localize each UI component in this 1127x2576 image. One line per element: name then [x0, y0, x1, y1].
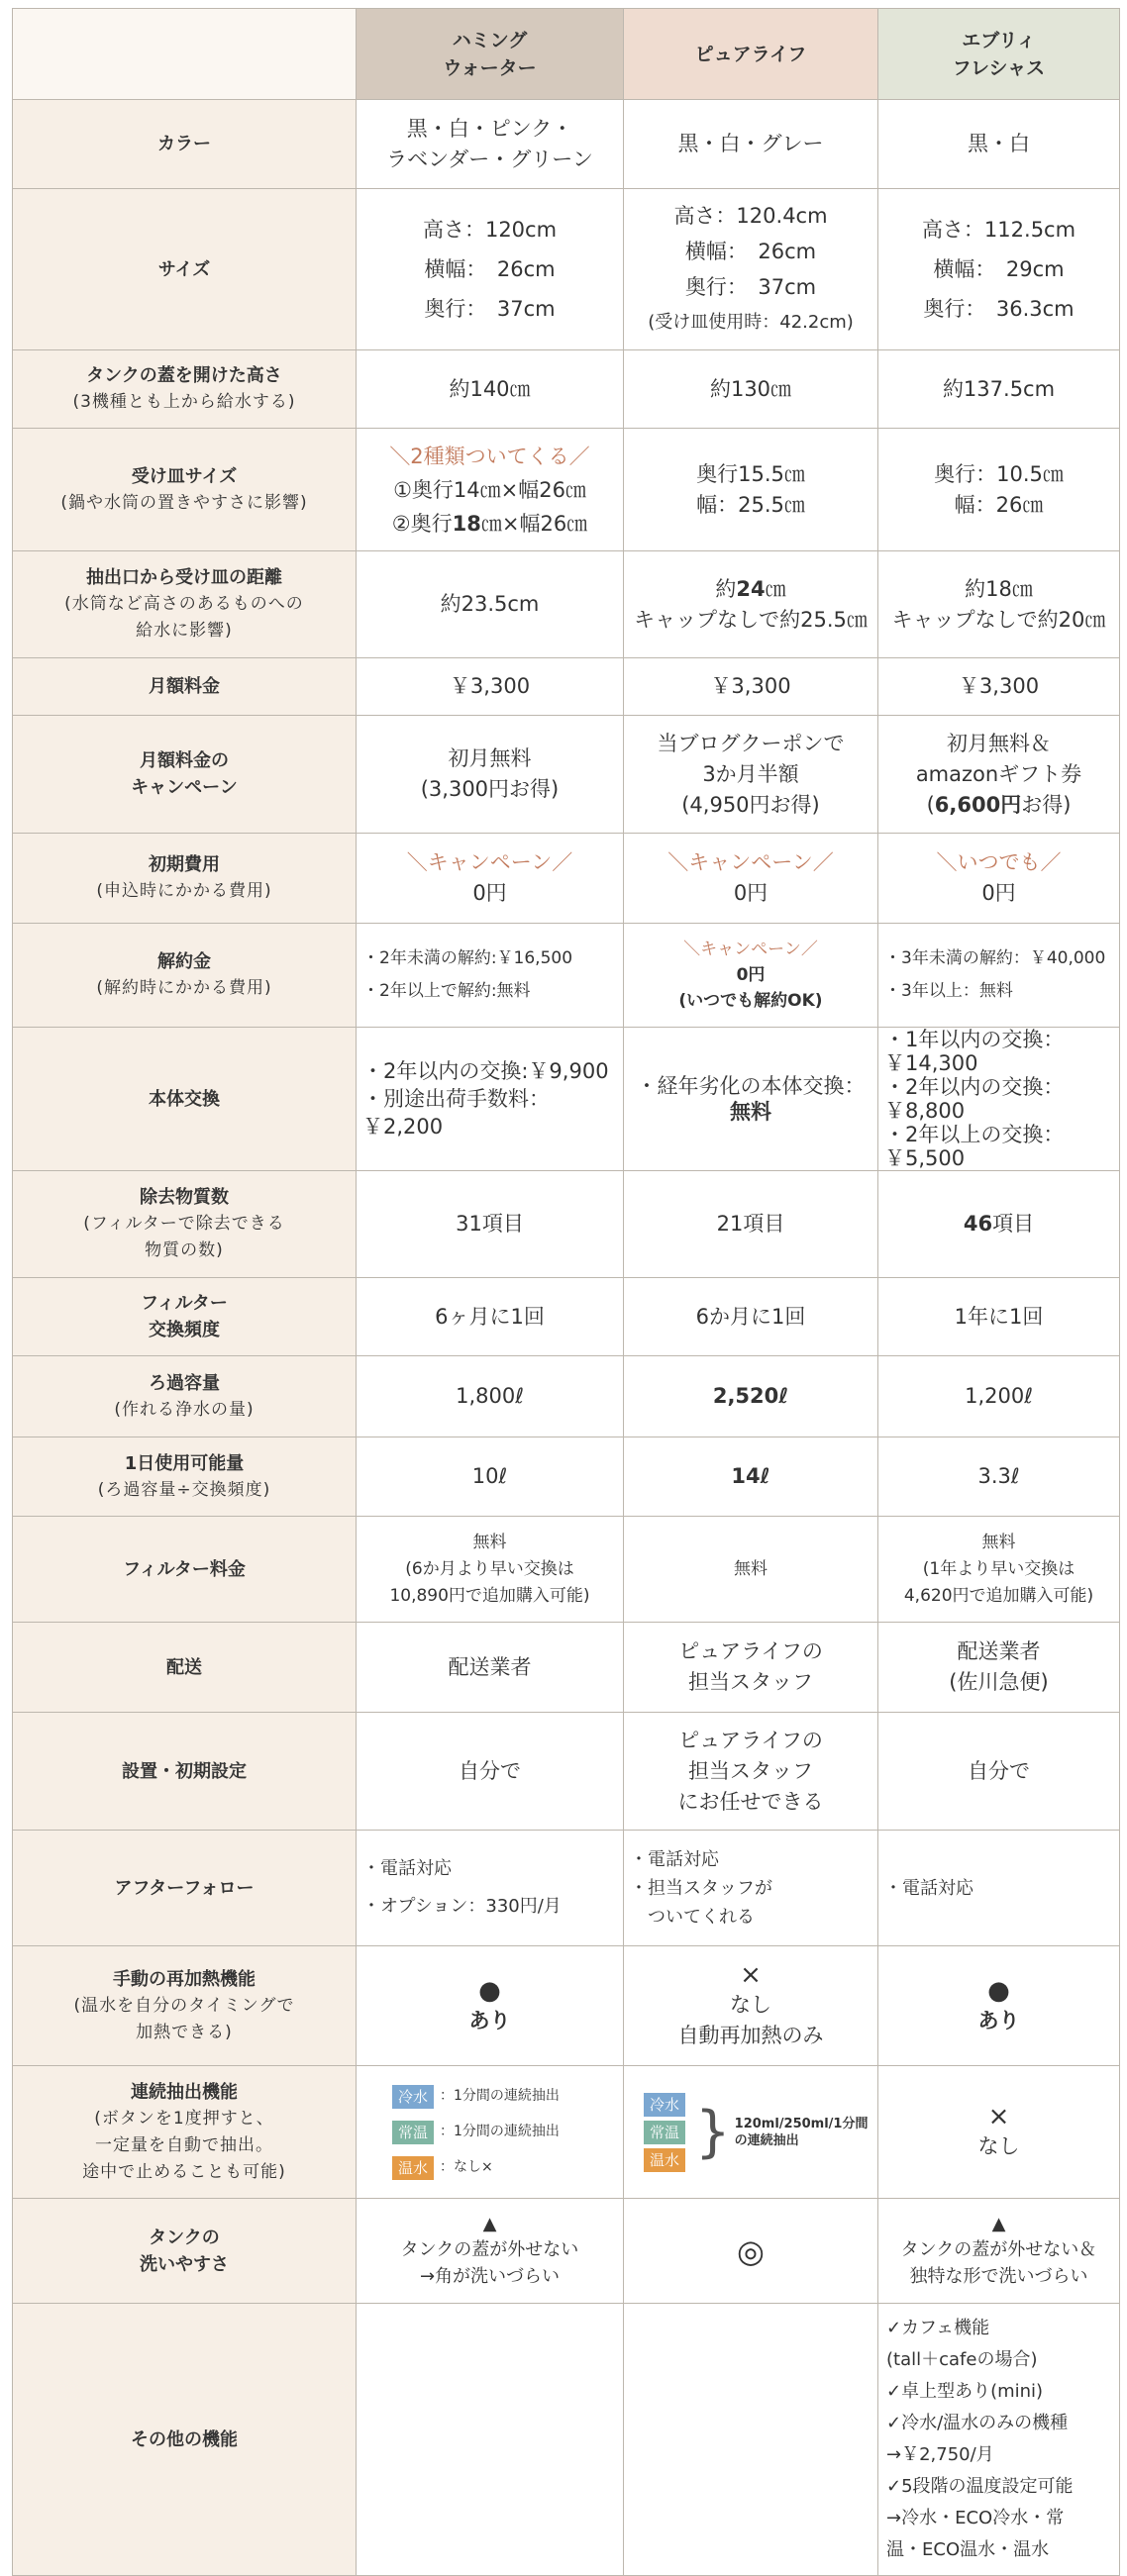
row-filter-frequency: [13, 1278, 1120, 1356]
row-initial-cost: [13, 834, 1120, 924]
row-daily: [13, 1437, 1120, 1517]
capacity-everyfrecious: 1,200ℓ: [878, 1356, 1120, 1437]
row-distance: [13, 551, 1120, 658]
size-humming: [357, 189, 624, 350]
row-reheat: [13, 1946, 1120, 2066]
filter-fee-purelife: 無料: [624, 1517, 878, 1623]
campaign-purelife: 当ブログクーポンで 3か月半額 (4,950円お得): [624, 716, 878, 834]
setup-purelife: ピュアライフの 担当スタッフ にお任せできる: [624, 1713, 878, 1831]
corner-cell: [13, 9, 357, 100]
distance-purelife: 約24㎝ キャップなしで約25.5㎝: [624, 551, 878, 658]
tray-option-1: ①奥行14㎝×幅26㎝: [393, 477, 586, 502]
cold-water-badge: 冷水: [392, 2085, 434, 2109]
continuous-humming: 冷水 ：1分間の連続抽出 常温 ：1分間の連続抽出 温水 ：なし×: [357, 2066, 624, 2199]
tray-purelife: 奥行15.5㎝ 幅：25.5㎝: [624, 429, 878, 551]
daily-everyfrecious: 3.3ℓ: [878, 1437, 1120, 1517]
wash-humming: ▲ タンクの蓋が外せない →角が洗いづらい: [357, 2199, 624, 2304]
distance-humming: 約23.5cm: [357, 551, 624, 658]
row-exchange: [13, 1028, 1120, 1171]
removal-everyfrecious: 46項目: [878, 1171, 1120, 1278]
continuous-everyfrecious: × なし: [878, 2066, 1120, 2199]
product-header-humming: ハミング ウォーター: [357, 9, 624, 100]
row-lid-height: [13, 350, 1120, 429]
label-setup: 設置・初期設定: [13, 1713, 357, 1831]
label-color: カラー: [13, 100, 357, 189]
daily-humming: 10ℓ: [357, 1437, 624, 1517]
row-size: [13, 189, 1120, 350]
label-size: サイズ: [13, 189, 357, 350]
size-height: 高さ：120cm: [422, 218, 558, 242]
after-humming: ・電話対応 ・オプション：330円/月: [357, 1831, 624, 1946]
label-lid-height: タンクの蓋を開けた高さ (3機種とも上から給水する): [13, 350, 357, 429]
cross-icon: ×: [740, 1960, 762, 1990]
after-everyfrecious: ・電話対応: [878, 1831, 1120, 1946]
size-depth: 奥行： 36.3cm: [923, 297, 1075, 321]
size-width: 横幅： 26cm: [684, 240, 817, 263]
label-campaign: 月額料金の キャンペーン: [13, 716, 357, 834]
filter-fee-humming: 無料 (6か月より早い交換は 10,890円で追加購入可能): [357, 1517, 624, 1623]
label-reheat: 手動の再加熱機能 (温水を自分のタイミングで 加熱できる): [13, 1946, 357, 2066]
label-cancel-fee: 解約金 (解約時にかかる費用): [13, 924, 357, 1028]
label-other: その他の機能: [13, 2304, 357, 2576]
tray-option-2: ②奥行18㎝×幅26㎝: [391, 511, 588, 536]
wash-purelife: [624, 2199, 878, 2304]
campaign-humming: 初月無料 (3,300円お得): [357, 716, 624, 834]
continuous-purelife: 冷水 常温 温水 } 120ml/250ml/1分間 の連続抽出: [624, 2066, 878, 2199]
label-daily: 1日使用可能量 (ろ過容量÷交換頻度): [13, 1437, 357, 1517]
row-capacity: [13, 1356, 1120, 1437]
campaign-everyfrecious: 初月無料＆ amazonギフト券 (6,600円お得): [878, 716, 1120, 834]
capacity-humming: 1,800ℓ: [357, 1356, 624, 1437]
tray-accent: ＼2種類ついてくる／: [389, 444, 590, 468]
hot-water-badge: 温水: [392, 2156, 434, 2180]
initial-purelife: ＼キャンペーン／ 0円: [624, 834, 878, 924]
size-width: 横幅： 26cm: [424, 257, 556, 281]
row-continuous: [13, 2066, 1120, 2199]
filled-circle-icon: ●: [478, 1975, 501, 2006]
removal-humming: 31項目: [357, 1171, 624, 1278]
exchange-everyfrecious: ・1年以内の交換：￥14,300 ・2年以内の交換：￥8,800 ・2年以上の交換：￥5,500: [878, 1028, 1120, 1171]
wash-everyfrecious: ▲ タンクの蓋が外せない＆ 独特な形で洗いづらい: [878, 2199, 1120, 2304]
row-monthly: [13, 658, 1120, 716]
size-purelife: [624, 189, 878, 350]
filter-freq-everyfrecious: 1年に1回: [878, 1278, 1120, 1356]
row-color: [13, 100, 1120, 189]
triangle-icon: ▲: [991, 2213, 1006, 2234]
cancel-everyfrecious: ・3年未満の解約：￥40,000 ・3年以上：無料: [878, 924, 1120, 1028]
lid-height-humming: 約140㎝: [357, 350, 624, 429]
initial-everyfrecious: ＼いつでも／ 0円: [878, 834, 1120, 924]
cancel-humming: ・2年未満の解約:￥16,500 ・2年以上で解約:無料: [357, 924, 624, 1028]
size-depth: 奥行： 37cm: [684, 275, 817, 299]
brace-icon: }: [695, 2099, 731, 2164]
row-after-follow: [13, 1831, 1120, 1946]
lid-height-purelife: 約130㎝: [624, 350, 878, 429]
triangle-icon: ▲: [482, 2213, 497, 2234]
label-monthly: 月額料金: [13, 658, 357, 716]
label-delivery: 配送: [13, 1623, 357, 1713]
color-humming: 黒・白・ピンク・ ラベンダー・グリーン: [357, 100, 624, 189]
row-tray: [13, 429, 1120, 551]
other-humming: [357, 2304, 624, 2576]
tray-humming: [357, 429, 624, 551]
comparison-table-wrapper: [12, 8, 1119, 2560]
filter-fee-everyfrecious: 無料 (1年より早い交換は 4,620円で追加購入可能): [878, 1517, 1120, 1623]
size-depth: 奥行： 37cm: [424, 297, 556, 321]
product-header-purelife: ピュアライフ: [624, 9, 878, 100]
cold-water-badge: 冷水: [644, 2093, 685, 2117]
size-height: 高さ：112.5cm: [921, 218, 1076, 242]
removal-purelife: 21項目: [624, 1171, 878, 1278]
row-other: [13, 2304, 1120, 2576]
reheat-everyfrecious: ● あり: [878, 1946, 1120, 2066]
label-filter-fee: フィルター料金: [13, 1517, 357, 1623]
hot-water-badge: 温水: [644, 2148, 685, 2172]
cross-icon: ×: [987, 2102, 1010, 2131]
initial-humming: ＼キャンペーン／ 0円: [357, 834, 624, 924]
label-capacity: ろ過容量 (作れる浄水の量): [13, 1356, 357, 1437]
distance-everyfrecious: 約18㎝ キャップなしで約20㎝: [878, 551, 1120, 658]
label-removal: 除去物質数 (フィルターで除去できる 物質の数): [13, 1171, 357, 1278]
delivery-humming: 配送業者: [357, 1623, 624, 1713]
label-tray: 受け皿サイズ (鍋や水筒の置きやすさに影響): [13, 429, 357, 551]
filter-freq-humming: 6ヶ月に1回: [357, 1278, 624, 1356]
reheat-purelife: × なし 自動再加熱のみ: [624, 1946, 878, 2066]
exchange-humming: ・2年以内の交換:￥9,900 ・別途出荷手数料：￥2,200: [357, 1028, 624, 1171]
other-purelife: [624, 2304, 878, 2576]
label-after-follow: アフターフォロー: [13, 1831, 357, 1946]
capacity-purelife: 2,520ℓ: [624, 1356, 878, 1437]
label-filter-frequency: フィルター 交換頻度: [13, 1278, 357, 1356]
header-row: [13, 9, 1120, 100]
size-width: 横幅： 29cm: [933, 257, 1065, 281]
comparison-table: [12, 8, 1120, 2576]
row-delivery: [13, 1623, 1120, 1713]
room-temp-badge: 常温: [392, 2121, 434, 2144]
color-purelife: 黒・白・グレー: [624, 100, 878, 189]
after-purelife: ・電話対応 ・担当スタッフが ついてくれる: [624, 1831, 878, 1946]
row-wash: [13, 2199, 1120, 2304]
filled-circle-icon: ●: [987, 1975, 1010, 2006]
row-setup: [13, 1713, 1120, 1831]
product-header-everyfrecious: エブリィ フレシャス: [878, 9, 1120, 100]
tray-everyfrecious: 奥行：10.5㎝ 幅：26㎝: [878, 429, 1120, 551]
row-filter-fee: [13, 1517, 1120, 1623]
daily-purelife: 14ℓ: [624, 1437, 878, 1517]
other-everyfrecious: ✓カフェ機能 (tall＋cafeの場合) ✓卓上型あり(mini) ✓冷水/温水のみの機種 →￥2,750/月 ✓5段階の温度設定可能 →冷水・ECO冷水・常 温・ECO温水・温水: [878, 2304, 1120, 2576]
size-everyfrecious: [878, 189, 1120, 350]
label-wash: タンクの 洗いやすさ: [13, 2199, 357, 2304]
filter-freq-purelife: 6か月に1回: [624, 1278, 878, 1356]
monthly-purelife: ￥3,300: [624, 658, 878, 716]
size-tray-depth: (受け皿使用時：42.2cm): [648, 312, 854, 333]
double-circle-icon: ◎: [737, 2231, 765, 2270]
reheat-humming: ● あり: [357, 1946, 624, 2066]
setup-everyfrecious: 自分で: [878, 1713, 1120, 1831]
room-temp-badge: 常温: [644, 2121, 685, 2144]
label-continuous: 連続抽出機能 (ボタンを1度押すと、 一定量を自動で抽出。 途中で止めることも可能): [13, 2066, 357, 2199]
color-everyfrecious: 黒・白: [878, 100, 1120, 189]
label-exchange: 本体交換: [13, 1028, 357, 1171]
size-height: 高さ：120.4cm: [673, 204, 828, 228]
row-cancel-fee: [13, 924, 1120, 1028]
row-campaign: [13, 716, 1120, 834]
cancel-purelife: ＼キャンペーン／ 0円 (いつでも解約OK): [624, 924, 878, 1028]
label-initial-cost: 初期費用 (申込時にかかる費用): [13, 834, 357, 924]
delivery-purelife: ピュアライフの 担当スタッフ: [624, 1623, 878, 1713]
label-distance: 抽出口から受け皿の距離 (水筒など高さのあるものへの 給水に影響): [13, 551, 357, 658]
exchange-purelife: ・経年劣化の本体交換： 無料: [624, 1028, 878, 1171]
monthly-everyfrecious: ￥3,300: [878, 658, 1120, 716]
delivery-everyfrecious: 配送業者 (佐川急便): [878, 1623, 1120, 1713]
monthly-humming: ￥3,300: [357, 658, 624, 716]
row-removal: [13, 1171, 1120, 1278]
lid-height-everyfrecious: 約137.5cm: [878, 350, 1120, 429]
setup-humming: 自分で: [357, 1713, 624, 1831]
